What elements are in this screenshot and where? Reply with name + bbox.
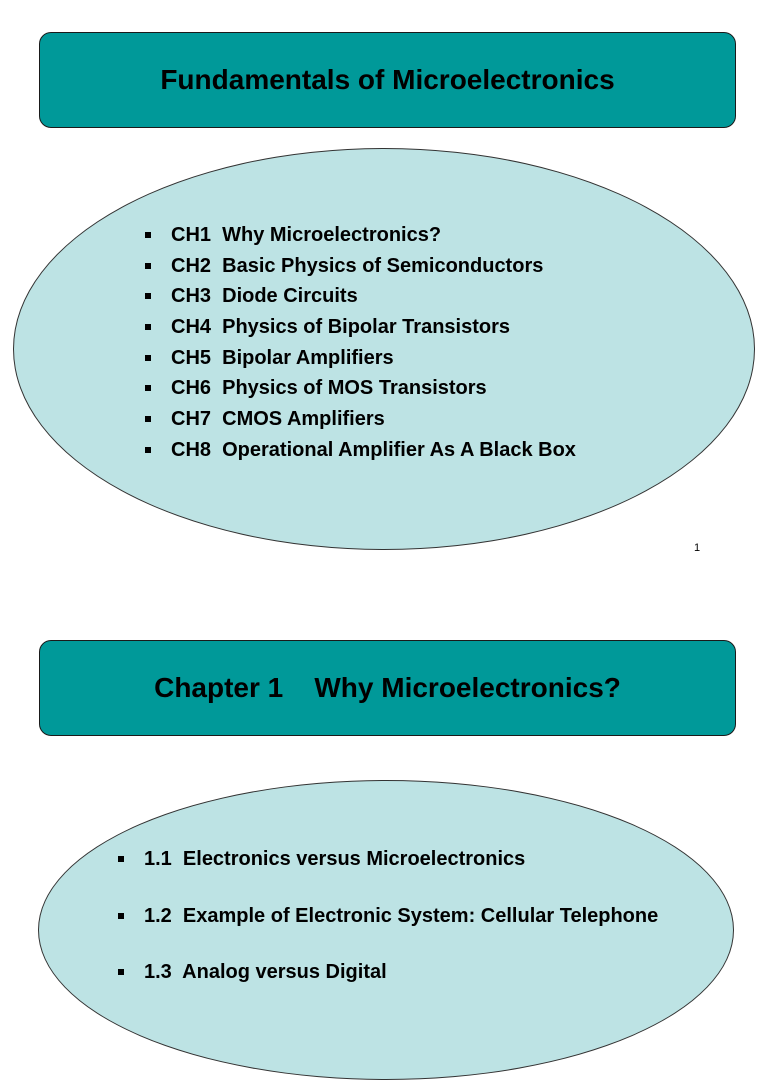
list-item: CH5 Bipolar Amplifiers bbox=[143, 343, 576, 374]
list-item: CH8 Operational Amplifier As A Black Box bbox=[143, 435, 576, 466]
list-item: CH3 Diode Circuits bbox=[143, 281, 576, 312]
bullet-icon bbox=[145, 293, 151, 299]
bullet-icon bbox=[145, 324, 151, 330]
page-number: 1 bbox=[694, 542, 701, 554]
slide2-title-box bbox=[39, 640, 736, 736]
bullet-icon bbox=[145, 232, 151, 238]
list-item: 1.1 Electronics versus Microelectronics bbox=[116, 844, 658, 901]
list-item: CH7 CMOS Amplifiers bbox=[143, 404, 576, 435]
slide1-title: Fundamentals of Microelectronics bbox=[160, 64, 615, 95]
bullet-icon bbox=[118, 969, 124, 975]
slide2-section-list bbox=[116, 844, 658, 1014]
bullet-icon bbox=[118, 913, 124, 919]
list-item: CH4 Physics of Bipolar Transistors bbox=[143, 312, 576, 343]
list-item: CH2 Basic Physics of Semiconductors bbox=[143, 251, 576, 282]
bullet-icon bbox=[145, 355, 151, 361]
slide2-title: Chapter 1 Why Microelectronics? bbox=[154, 672, 621, 703]
list-item: 1.3 Analog versus Digital bbox=[116, 957, 658, 1014]
bullet-icon bbox=[118, 856, 124, 862]
bullet-icon bbox=[145, 416, 151, 422]
list-item: CH1 Why Microelectronics? bbox=[143, 220, 576, 251]
slide1-title-box bbox=[39, 32, 736, 128]
bullet-icon bbox=[145, 385, 151, 391]
list-item: CH6 Physics of MOS Transistors bbox=[143, 373, 576, 404]
bullet-icon bbox=[145, 447, 151, 453]
list-item: 1.2 Example of Electronic System: Cellular Telephone bbox=[116, 901, 658, 958]
bullet-icon bbox=[145, 263, 151, 269]
slide1-chapter-list bbox=[143, 220, 576, 466]
